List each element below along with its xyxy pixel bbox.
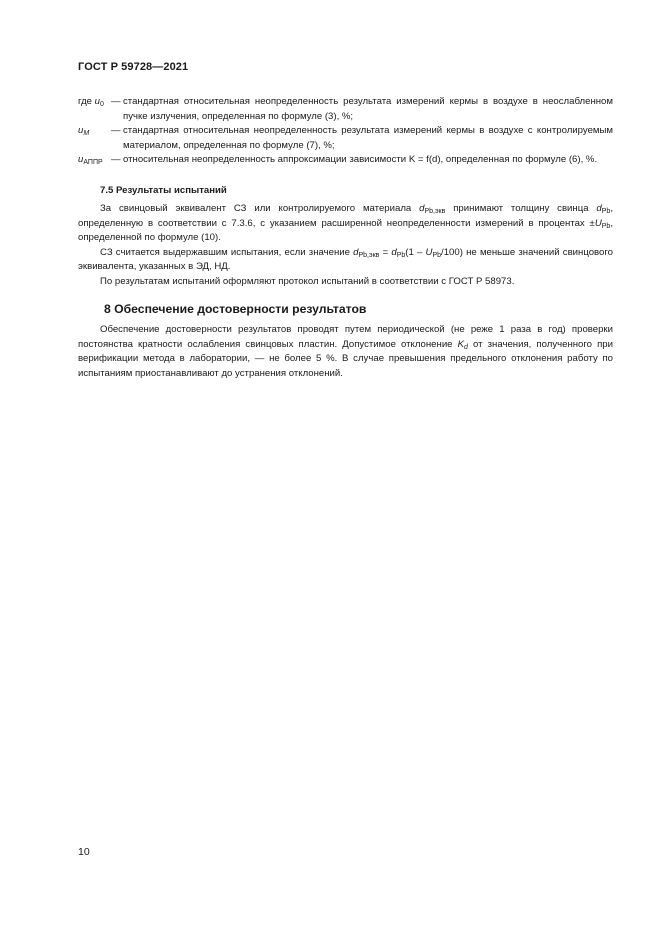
definition-uappr: $u_{АППР}$ — относительная неопределенность аппроксимации зависимости K = f(d), определенная по формуле (6), %.: [78, 153, 613, 168]
definition-text: стандартная относительная неопределенность результата измерений кермы в воздухе в неослабленном пучке излучения, определенная по формуле (3), %;: [123, 96, 613, 122]
section-8-heading: 8 Обеспечение достоверности результатов: [104, 302, 367, 316]
definition-um: $u_M$ — стандартная относительная неопределенность результата измерений кермы в воздухе с контролируемым материалом, определенная по формуле (7), %;: [78, 124, 613, 153]
definition-text: относительная неопределенность аппроксимации зависимости K = f(d), определенная по формуле (6), %.: [123, 154, 598, 166]
definition-term: где $u_0$: [78, 96, 104, 108]
definition-u0: где $u_0$ — стандартная относительная неопределенность результата измерений кермы в воздухе в неослабленном пучке излучения, определенная по формуле (3), %;: [78, 95, 613, 124]
section-8-body: [78, 323, 613, 381]
paragraph: За свинцовый эквивалент СЗ или контролируемого материала $d_{Pb,экв}$ принимают толщину свинца $d_{Pb}$, определенную в соответствии с 7.3.6, с указанием расширенной неопределенности измерений в процентах $\pm U_{Pb}$, определенной по формуле (10).: [78, 203, 613, 244]
paragraph: Обеспечение достоверности результатов проводят путем периодической (не реже 1 раза в год) проверки постоянства кратности ослабления свинцовых пластин. Допустимое отклонение $K_d$ от значения, полученного при верификации метода в лаборатории, — не более 5 %. В случае превышения предельного отклонения работу по испытаниям приостанавливают до устранения отклонений.: [78, 324, 613, 379]
definition-term: $u_{АППР}$: [78, 154, 103, 167]
section-7-5-body: [78, 202, 613, 290]
paragraph: По результатам испытаний оформляют протокол испытаний в соответствии с ГОСТ Р 58973.: [100, 275, 515, 287]
paragraph: СЗ считается выдержавшим испытания, если значение $d_{Pb,экв} = d_{Pb}(1 - U_{Pb}/100)$ не меньше значений свинцового эквивалента, указанных в ЭД, НД.: [78, 246, 613, 273]
definition-term: $u_M$: [78, 125, 90, 138]
document-header: ГОСТ Р 59728—2021: [78, 61, 189, 73]
page-number: 10: [78, 846, 90, 858]
definition-text: стандартная относительная неопределенность результата измерений кермы в воздухе с контролируемым материалом, определенная по формуле (7), %;: [123, 125, 613, 151]
section-7-5-heading: 7.5 Результаты испытаний: [100, 185, 227, 196]
definition-list: [78, 95, 613, 168]
